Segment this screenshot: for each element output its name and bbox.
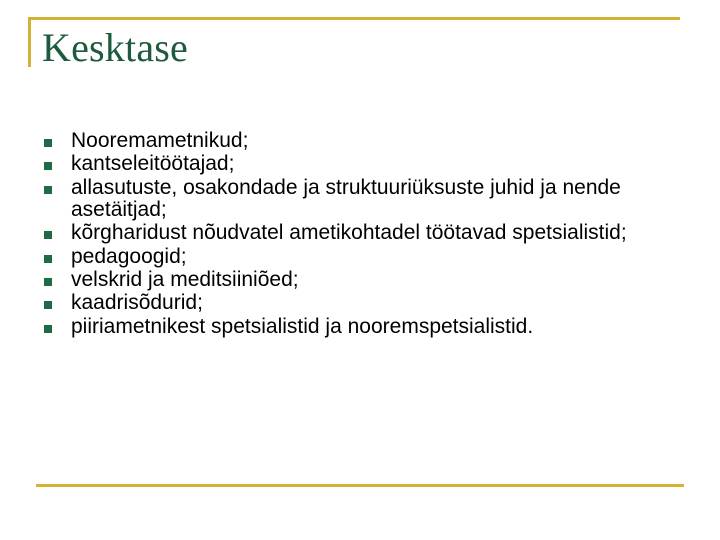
square-bullet-icon bbox=[44, 186, 52, 194]
list-item bbox=[44, 130, 684, 152]
list-item bbox=[44, 177, 684, 221]
square-bullet-icon bbox=[44, 325, 52, 333]
bullet-list bbox=[44, 130, 684, 339]
list-item-text: kaadrisõdurid; bbox=[71, 291, 203, 315]
list-item-text: Nooremametnikud; bbox=[71, 129, 249, 152]
slide-title: Kesktase bbox=[42, 25, 188, 70]
square-bullet-icon bbox=[44, 301, 52, 309]
list-item bbox=[44, 316, 684, 338]
list-item bbox=[44, 269, 684, 291]
square-bullet-icon bbox=[44, 231, 52, 239]
list-item-text: kõrgharidust nõudvatel ametikohtadel töötavad spetsialistid; bbox=[71, 221, 627, 245]
frame-left-line bbox=[28, 17, 31, 67]
list-item bbox=[44, 292, 684, 314]
square-bullet-icon bbox=[44, 255, 52, 263]
list-item bbox=[44, 222, 684, 244]
frame-top-line bbox=[28, 17, 680, 20]
list-item-text: pedagoogid; bbox=[71, 244, 187, 268]
square-bullet-icon bbox=[44, 162, 52, 170]
list-item bbox=[44, 246, 684, 268]
square-bullet-icon bbox=[44, 139, 52, 147]
frame-bottom-line bbox=[36, 484, 684, 487]
list-item-text: kantseleitöötajad; bbox=[71, 152, 235, 176]
list-item bbox=[44, 153, 684, 175]
list-item-text: piiriametnikest spetsialistid ja nooremspetsialistid. bbox=[71, 314, 534, 338]
list-item-text: velskrid ja meditsiiniõed; bbox=[71, 267, 299, 291]
square-bullet-icon bbox=[44, 278, 52, 286]
list-item-text: allasutuste, osakondade ja struktuuriüksuste juhid ja nende asetäitjad; bbox=[71, 175, 621, 221]
